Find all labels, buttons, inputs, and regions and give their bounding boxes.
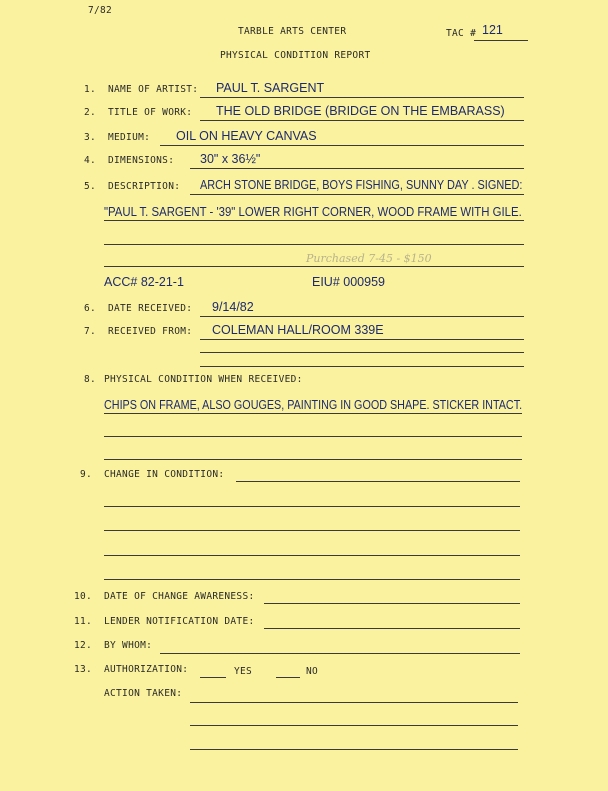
eiu-number: EIU# 000959 [312, 275, 385, 289]
item-number-2: 2. [84, 107, 97, 118]
description-label: DESCRIPTION: [108, 181, 181, 192]
corner-note: 7/82 [88, 5, 113, 16]
change-line-1 [236, 481, 520, 482]
by-whom-line [160, 653, 520, 654]
authorization-no: NO [306, 666, 319, 677]
item-number-3: 3. [84, 132, 97, 143]
title-of-work-value: THE OLD BRIDGE (BRIDGE ON THE EMBARASS) [216, 104, 505, 118]
action-taken-line-1 [190, 702, 518, 703]
description-line-1 [190, 194, 524, 195]
org-name: TARBLE ARTS CENTER [238, 26, 347, 37]
acc-number: ACC# 82-21-1 [104, 275, 184, 289]
description-line-3 [104, 244, 524, 245]
description-line-2 [104, 220, 524, 221]
pencil-purchase-note: Purchased 7-45 - $150 [306, 252, 432, 265]
by-whom-label: BY WHOM: [104, 640, 153, 651]
lender-notification-label: LENDER NOTIFICATION DATE: [104, 616, 255, 627]
title-of-work-line [200, 120, 524, 121]
item-number-7: 7. [84, 326, 97, 337]
medium-value: OIL ON HEAVY CANVAS [176, 129, 317, 143]
medium-line [160, 145, 524, 146]
authorization-yes-blank [200, 677, 226, 678]
item-number-11: 11. [74, 616, 93, 627]
physical-condition-line-3 [104, 459, 522, 460]
received-from-line-2 [200, 352, 524, 353]
tac-line [474, 40, 528, 41]
physical-condition-label: PHYSICAL CONDITION WHEN RECEIVED: [104, 374, 303, 385]
lender-notification-line [264, 628, 520, 629]
received-from-value: COLEMAN HALL/ROOM 339E [212, 323, 384, 337]
item-number-9: 9. [80, 469, 93, 480]
action-taken-line-3 [190, 749, 518, 750]
artist-line [200, 97, 524, 98]
item-number-13: 13. [74, 664, 93, 675]
dimensions-value: 30" x 36½" [200, 152, 261, 166]
physical-condition-line-1 [104, 413, 522, 414]
received-from-label: RECEIVED FROM: [108, 326, 193, 337]
item-number-8: 8. [84, 374, 97, 385]
medium-label: MEDIUM: [108, 132, 151, 143]
received-from-line-3 [200, 366, 524, 367]
dimensions-line [190, 168, 524, 169]
change-in-condition-label: CHANGE IN CONDITION: [104, 469, 225, 480]
description-value-line1: ARCH STONE BRIDGE, BOYS FISHING, SUNNY DAY . SIGNED: [200, 178, 523, 192]
date-received-value: 9/14/82 [212, 300, 254, 314]
change-line-4 [104, 555, 520, 556]
artist-label: NAME OF ARTIST: [108, 84, 199, 95]
date-received-label: DATE RECEIVED: [108, 303, 193, 314]
item-number-6: 6. [84, 303, 97, 314]
action-taken-line-2 [190, 725, 518, 726]
tac-value: 121 [482, 23, 503, 37]
item-number-5: 5. [84, 181, 97, 192]
change-line-2 [104, 506, 520, 507]
date-change-awareness-line [264, 603, 520, 604]
artist-value: PAUL T. SARGENT [216, 81, 325, 95]
authorization-label: AUTHORIZATION: [104, 664, 189, 675]
item-number-12: 12. [74, 640, 93, 651]
received-from-line-1 [200, 339, 524, 340]
item-number-4: 4. [84, 155, 97, 166]
physical-condition-value: CHIPS ON FRAME, ALSO GOUGES, PAINTING IN GOOD SHAPE. STICKER INTACT. [104, 398, 523, 412]
action-taken-label: ACTION TAKEN: [104, 688, 183, 699]
date-received-line [200, 316, 524, 317]
date-change-awareness-label: DATE OF CHANGE AWARENESS: [104, 591, 255, 602]
item-number-10: 10. [74, 591, 93, 602]
form-title: PHYSICAL CONDITION REPORT [220, 50, 371, 61]
change-line-5 [104, 579, 520, 580]
description-value-line2: "PAUL T. SARGENT - '39" LOWER RIGHT CORNER, WOOD FRAME WITH GILE. [104, 205, 522, 219]
authorization-yes: YES [234, 666, 253, 677]
item-number-1: 1. [84, 84, 97, 95]
tac-label: TAC # [446, 28, 477, 39]
physical-condition-line-2 [104, 436, 522, 437]
authorization-no-blank [276, 677, 300, 678]
change-line-3 [104, 530, 520, 531]
description-line-4 [104, 266, 524, 267]
title-of-work-label: TITLE OF WORK: [108, 107, 193, 118]
dimensions-label: DIMENSIONS: [108, 155, 175, 166]
